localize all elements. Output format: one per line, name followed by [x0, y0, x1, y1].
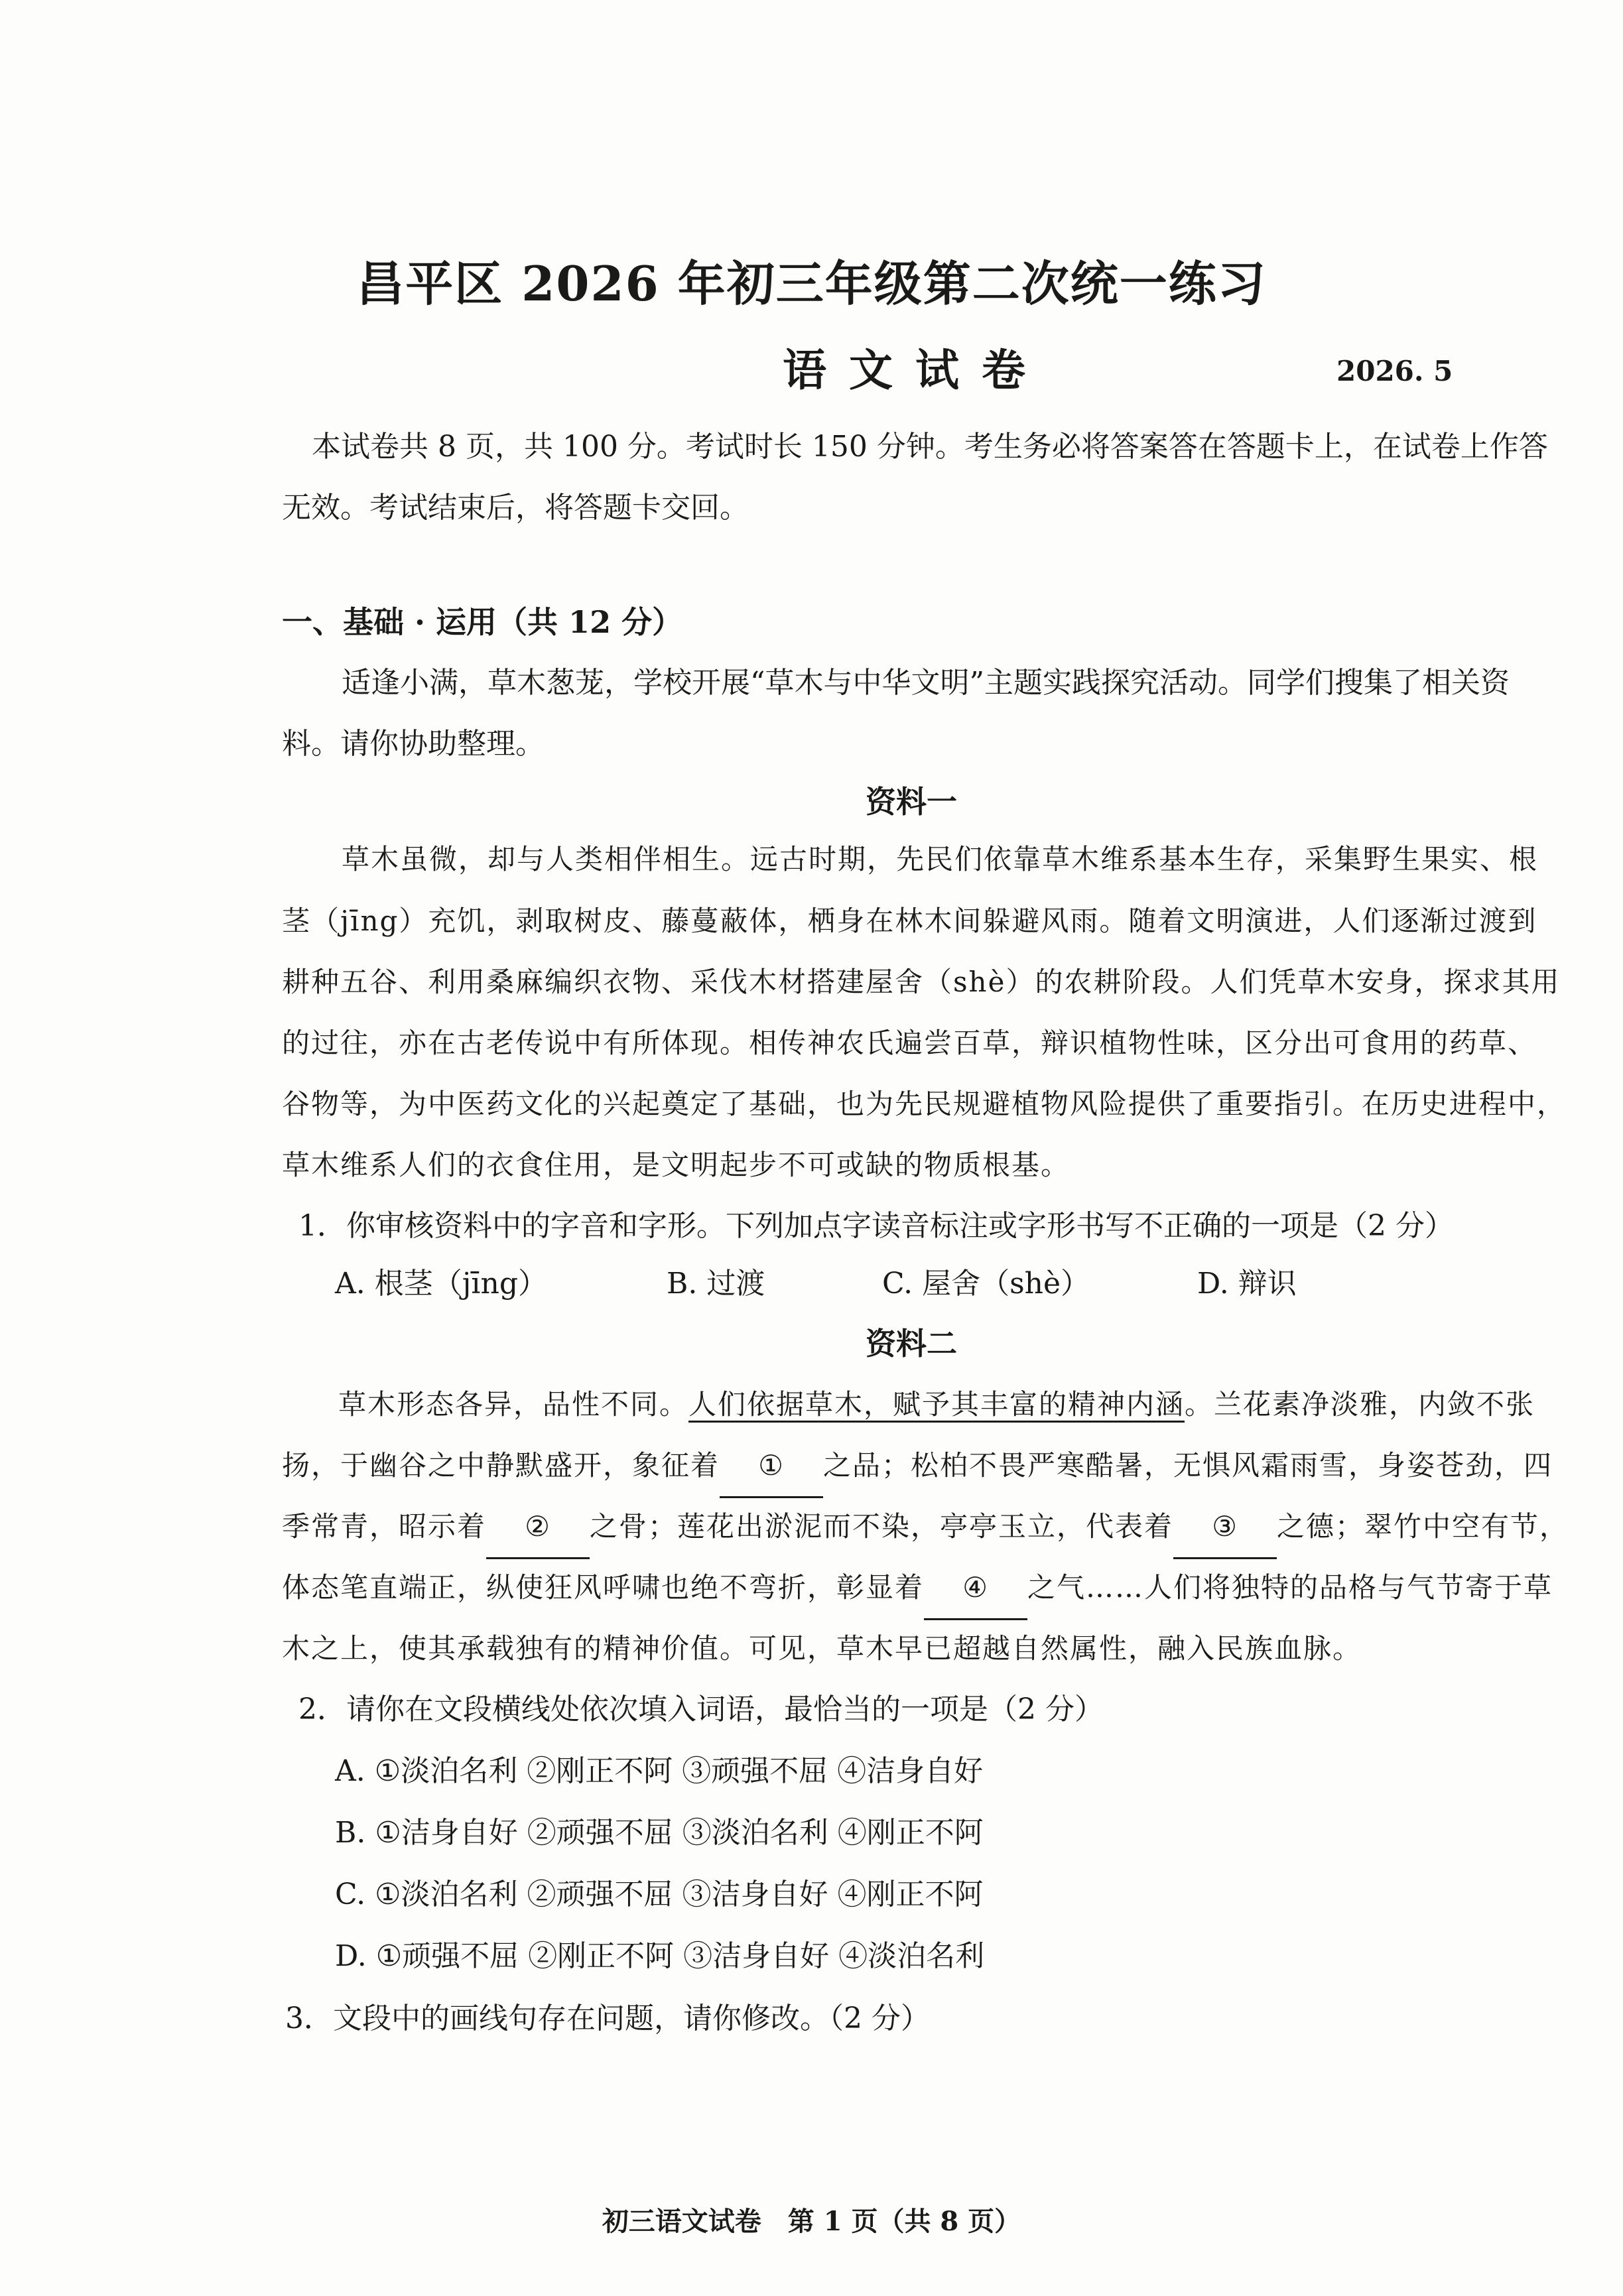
- text-segment: 扬，于幽谷之中静默盛开，象征着: [282, 1449, 720, 1482]
- option-text: 辩识: [1238, 1267, 1297, 1301]
- text-segment: 之骨；莲花出淤泥而不染，亭亭玉立，代表着: [590, 1510, 1174, 1543]
- option-letter: D.: [335, 1939, 367, 1973]
- underlined-sentence: 人们依据草木，赋予其丰富的精神内涵: [688, 1388, 1185, 1423]
- option-text: ①淡泊名利 ②顽强不屈 ③洁身自好 ④刚正不阿: [375, 1878, 984, 1911]
- section-intro-line-2: 料。请你协助整理。: [282, 727, 545, 761]
- instruction-line-1: 本试卷共 8 页，共 100 分。考试时长 150 分钟。考生务必将答案答在答题卡上，在试卷上作答: [312, 430, 1548, 464]
- material1-line-4: 的过往，亦在古老传说中有所体现。相传神农氏遍尝百草，辩识植物性味，区分出可食用的药草、: [282, 1027, 1537, 1059]
- material2-line-5: 木之上，使其承载独有的精神价值。可见，草木早已超越自然属性，融入民族血脉。: [282, 1632, 1362, 1665]
- instruction-line-2: 无效。考试结束后，将答题卡交回。: [282, 491, 749, 525]
- material1-heading: 资料一: [866, 784, 957, 820]
- material1-line-1: 草木虽微，却与人类相伴相生。远古时期，先民们依靠草木维系基本生存，采集野生果实、根: [342, 843, 1539, 875]
- exam-subtitle: 语文试卷: [783, 344, 1048, 396]
- option-letter: A.: [335, 1754, 365, 1788]
- text-segment: 之气……人们将独特的品格与气节寄于草: [1027, 1571, 1553, 1604]
- material2-line-2: [282, 1435, 1553, 1498]
- option-letter: A.: [335, 1267, 365, 1301]
- fill-blank-2[interactable]: ②: [486, 1496, 590, 1559]
- material2-line-4: [282, 1557, 1553, 1620]
- fill-blank-4[interactable]: ④: [924, 1557, 1027, 1620]
- text-segment: 之品；松柏不畏严寒酷暑，无惧风霜雨雪，身姿苍劲，四: [823, 1449, 1553, 1482]
- fill-blank-3[interactable]: ③: [1173, 1496, 1277, 1559]
- option-text: 屋舍（shè）: [922, 1267, 1090, 1301]
- question-2-option-b[interactable]: [335, 1803, 984, 1864]
- option-letter: C.: [335, 1878, 366, 1911]
- material1-line-3: 耕种五谷、利用桑麻编织衣物、采伐木材搭建屋舍（shè）的农耕阶段。人们凭草木安身，探求其用: [282, 966, 1561, 998]
- material2-line-3: [282, 1496, 1569, 1559]
- option-text: ①洁身自好 ②顽强不屈 ③淡泊名利 ④刚正不阿: [375, 1816, 984, 1850]
- exam-date: 2026. 5: [1336, 355, 1453, 387]
- text-segment: 体态笔直端正，纵使狂风呼啸也绝不弯折，彰显着: [282, 1571, 925, 1604]
- text-segment: 季常青，昭示着: [282, 1510, 487, 1543]
- question-1-stem: 1．你审核资料中的字音和字形。下列加点字读音标注或字形书写不正确的一项是（2 分）: [298, 1209, 1454, 1243]
- option-letter: B.: [667, 1267, 698, 1301]
- question-3-stem: 3．文段中的画线句存在问题，请你修改。（2 分）: [285, 2002, 930, 2035]
- material2-line-1: [338, 1374, 1535, 1435]
- question-1-option-a[interactable]: [335, 1253, 547, 1314]
- option-text: ①顽强不屈 ②刚正不阿 ③洁身自好 ④淡泊名利: [375, 1939, 985, 1973]
- text-segment: 。兰花素净淡雅，内敛不张: [1185, 1388, 1535, 1421]
- material1-line-6: 草木维系人们的衣食住用，是文明起步不可或缺的物质根基。: [282, 1149, 1071, 1181]
- question-1-option-c[interactable]: [882, 1253, 1090, 1314]
- question-2-option-c[interactable]: [335, 1864, 984, 1925]
- question-2-option-d[interactable]: [335, 1926, 984, 1987]
- option-letter: C.: [882, 1267, 913, 1301]
- material1-line-2: 茎（jīng）充饥，剥取树皮、藤蔓蔽体，栖身在林木间躲避风雨。随着文明演进，人们逐渐过渡到: [282, 905, 1537, 937]
- question-1-option-d[interactable]: [1197, 1253, 1297, 1314]
- material1-line-5: 谷物等，为中医药文化的兴起奠定了基础，也为先民规避植物风险提供了重要指引。在历史进程中，: [282, 1088, 1567, 1120]
- section-heading: 一、基础 · 运用（共 12 分）: [282, 604, 683, 640]
- question-2-stem: 2．请你在文段横线处依次填入词语，最恰当的一项是（2 分）: [298, 1692, 1104, 1726]
- material2-heading: 资料二: [866, 1326, 957, 1362]
- option-letter: D.: [1197, 1267, 1229, 1301]
- text-segment: 草木形态各异，品性不同。: [338, 1388, 689, 1421]
- option-letter: B.: [335, 1816, 366, 1850]
- text-segment: 之德；翠竹中空有节，: [1277, 1510, 1569, 1543]
- exam-title: 昌平区 2026 年初三年级第二次统一练习: [356, 255, 1267, 312]
- page-footer: 初三语文试卷 第 1 页（共 8 页）: [602, 2206, 1021, 2237]
- question-2-option-a[interactable]: [335, 1741, 983, 1802]
- option-text: 过渡: [706, 1267, 765, 1301]
- question-1-option-b[interactable]: [667, 1253, 765, 1314]
- option-text: ①淡泊名利 ②刚正不阿 ③顽强不屈 ④洁身自好: [374, 1754, 984, 1788]
- fill-blank-1[interactable]: ①: [720, 1435, 823, 1498]
- option-text: 根茎（jīng）: [374, 1267, 547, 1301]
- section-intro-line-1: 适逢小满，草木葱茏，学校开展“草木与中华文明”主题实践探究活动。同学们搜集了相关资: [342, 666, 1510, 700]
